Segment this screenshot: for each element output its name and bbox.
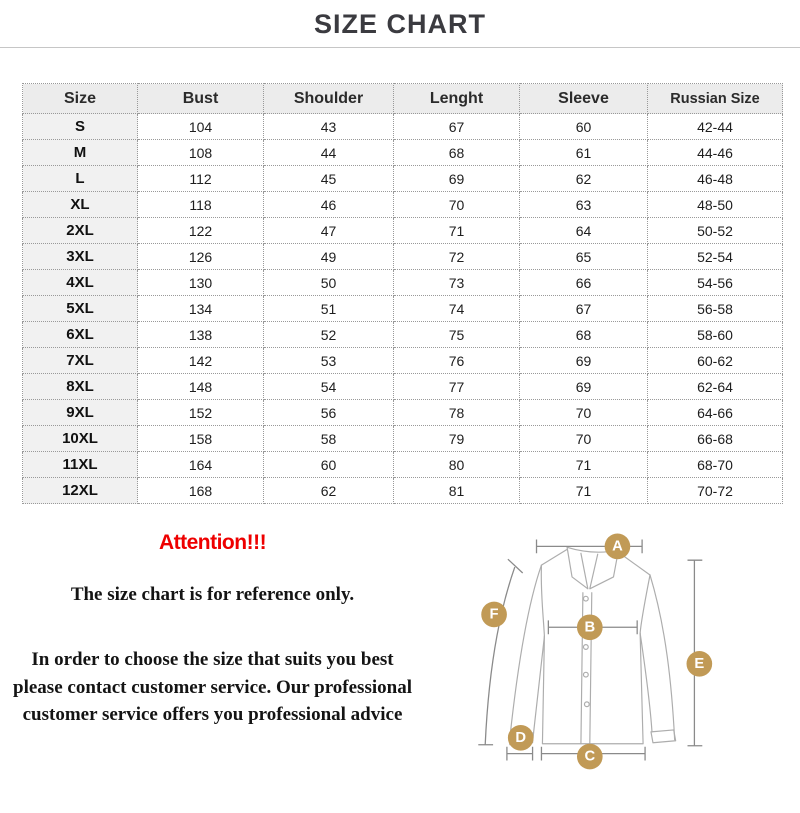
table-row	[23, 452, 783, 478]
value-cell: 73	[394, 270, 520, 296]
table-row	[23, 348, 783, 374]
marker-f	[481, 602, 507, 628]
value-cell: 45	[264, 166, 394, 192]
advice-line-2: please contact customer service. Our professional	[13, 676, 412, 698]
marker-e-label: E	[694, 655, 705, 672]
table-row	[23, 478, 783, 504]
marker-a	[605, 534, 631, 560]
value-cell: 58	[264, 426, 394, 452]
shirt-button-1	[583, 596, 588, 601]
advice-line-3: customer service offers you professional advice	[22, 704, 403, 726]
value-cell: 44	[264, 140, 394, 166]
value-cell: 69	[520, 348, 648, 374]
shirt-diagram	[425, 512, 800, 785]
table-row	[23, 374, 783, 400]
value-cell: 61	[520, 140, 648, 166]
value-cell: 62	[264, 478, 394, 504]
shirt-outline	[509, 547, 676, 744]
marker-b	[577, 614, 603, 640]
value-cell: 142	[138, 348, 264, 374]
value-cell: 69	[520, 374, 648, 400]
column-header-russian-size: Russian Size	[648, 84, 783, 114]
value-cell: 66	[520, 270, 648, 296]
table-row	[23, 322, 783, 348]
column-header-lenght: Lenght	[394, 84, 520, 114]
value-cell: 80	[394, 452, 520, 478]
marker-c-label: C	[584, 748, 596, 765]
size-table	[22, 83, 783, 504]
size-cell: 2XL	[23, 218, 138, 244]
size-cell: 10XL	[23, 426, 138, 452]
value-cell: 48-50	[648, 192, 783, 218]
marker-d	[508, 725, 534, 751]
value-cell: 64	[520, 218, 648, 244]
value-cell: 67	[520, 296, 648, 322]
marker-e	[687, 651, 713, 677]
shirt-right-cuff	[651, 730, 676, 743]
shirt-right-armhole	[640, 575, 650, 633]
value-cell: 44-46	[648, 140, 783, 166]
page-header	[0, 0, 800, 40]
value-cell: 148	[138, 374, 264, 400]
value-cell: 112	[138, 166, 264, 192]
value-cell: 134	[138, 296, 264, 322]
value-cell: 53	[264, 348, 394, 374]
value-cell: 65	[520, 244, 648, 270]
value-cell: 158	[138, 426, 264, 452]
marker-c	[577, 744, 603, 770]
value-cell: 130	[138, 270, 264, 296]
size-cell: L	[23, 166, 138, 192]
size-cell: M	[23, 140, 138, 166]
value-cell: 78	[394, 400, 520, 426]
shirt-button-3	[583, 672, 588, 677]
table-row	[23, 114, 783, 140]
value-cell: 70	[394, 192, 520, 218]
size-cell: 8XL	[23, 374, 138, 400]
value-cell: 62	[520, 166, 648, 192]
value-cell: 76	[394, 348, 520, 374]
attention-heading: Attention!!!	[158, 531, 267, 554]
value-cell: 71	[520, 452, 648, 478]
value-cell: 56	[264, 400, 394, 426]
value-cell: 52-54	[648, 244, 783, 270]
shirt-shoulder-left	[541, 549, 567, 565]
value-cell: 64-66	[648, 400, 783, 426]
value-cell: 60-62	[648, 348, 783, 374]
value-cell: 152	[138, 400, 264, 426]
value-cell: 71	[394, 218, 520, 244]
table-row	[23, 192, 783, 218]
table-row	[23, 270, 783, 296]
value-cell: 62-64	[648, 374, 783, 400]
size-cell: 7XL	[23, 348, 138, 374]
value-cell: 168	[138, 478, 264, 504]
marker-d-label: D	[515, 729, 527, 746]
shirt-collar-left	[567, 547, 588, 588]
shirt-button-4	[584, 702, 589, 707]
bottom-section	[0, 512, 800, 785]
value-cell: 54-56	[648, 270, 783, 296]
value-cell: 72	[394, 244, 520, 270]
value-cell: 77	[394, 374, 520, 400]
value-cell: 46-48	[648, 166, 783, 192]
value-cell: 164	[138, 452, 264, 478]
size-cell: 9XL	[23, 400, 138, 426]
value-cell: 56-58	[648, 296, 783, 322]
advice-line-1: In order to choose the size that suits you best	[31, 649, 394, 670]
header-row	[23, 84, 783, 114]
size-table-body	[23, 114, 783, 504]
value-cell: 50-52	[648, 218, 783, 244]
marker-b-label: B	[584, 619, 596, 636]
size-cell: 12XL	[23, 478, 138, 504]
value-cell: 60	[520, 114, 648, 140]
value-cell: 138	[138, 322, 264, 348]
table-row	[23, 218, 783, 244]
size-cell: 6XL	[23, 322, 138, 348]
column-header-bust: Bust	[138, 84, 264, 114]
value-cell: 74	[394, 296, 520, 322]
table-row	[23, 296, 783, 322]
value-cell: 69	[394, 166, 520, 192]
size-cell: 11XL	[23, 452, 138, 478]
value-cell: 54	[264, 374, 394, 400]
column-header-sleeve: Sleeve	[520, 84, 648, 114]
value-cell: 81	[394, 478, 520, 504]
table-row	[23, 244, 783, 270]
value-cell: 49	[264, 244, 394, 270]
value-cell: 66-68	[648, 426, 783, 452]
value-cell: 52	[264, 322, 394, 348]
notes-block	[0, 512, 425, 785]
shirt-right-sleeve-outer	[650, 575, 675, 740]
shirt-button-2	[583, 645, 588, 650]
value-cell: 108	[138, 140, 264, 166]
table-row	[23, 166, 783, 192]
value-cell: 68-70	[648, 452, 783, 478]
size-table-head	[23, 84, 783, 114]
value-cell: 70-72	[648, 478, 783, 504]
column-header-size: Size	[23, 84, 138, 114]
value-cell: 43	[264, 114, 394, 140]
shirt-left-armhole	[541, 565, 544, 636]
shirt-left-sleeve-outer	[510, 565, 542, 738]
marker-a-label: A	[612, 538, 623, 555]
size-cell: 3XL	[23, 244, 138, 270]
marker-f-label: F	[489, 606, 499, 623]
size-cell: XL	[23, 192, 138, 218]
advice-note	[0, 646, 425, 729]
table-row	[23, 400, 783, 426]
value-cell: 71	[520, 478, 648, 504]
value-cell: 122	[138, 218, 264, 244]
value-cell: 75	[394, 322, 520, 348]
value-cell: 46	[264, 192, 394, 218]
value-cell: 50	[264, 270, 394, 296]
value-cell: 42-44	[648, 114, 783, 140]
table-row	[23, 426, 783, 452]
value-cell: 47	[264, 218, 394, 244]
value-cell: 68	[394, 140, 520, 166]
value-cell: 79	[394, 426, 520, 452]
page-title: SIZE CHART	[314, 9, 486, 39]
value-cell: 63	[520, 192, 648, 218]
size-cell: 5XL	[23, 296, 138, 322]
value-cell: 58-60	[648, 322, 783, 348]
column-header-shoulder: Shoulder	[264, 84, 394, 114]
value-cell: 70	[520, 400, 648, 426]
value-cell: 126	[138, 244, 264, 270]
reference-note: The size chart is for reference only.	[70, 584, 355, 605]
shirt-body	[542, 633, 643, 744]
measure-f-line	[478, 559, 522, 745]
header-divider	[0, 47, 800, 48]
value-cell: 67	[394, 114, 520, 140]
table-row	[23, 140, 783, 166]
value-cell: 68	[520, 322, 648, 348]
size-cell: S	[23, 114, 138, 140]
size-cell: 4XL	[23, 270, 138, 296]
value-cell: 118	[138, 192, 264, 218]
value-cell: 60	[264, 452, 394, 478]
value-cell: 70	[520, 426, 648, 452]
value-cell: 51	[264, 296, 394, 322]
value-cell: 104	[138, 114, 264, 140]
